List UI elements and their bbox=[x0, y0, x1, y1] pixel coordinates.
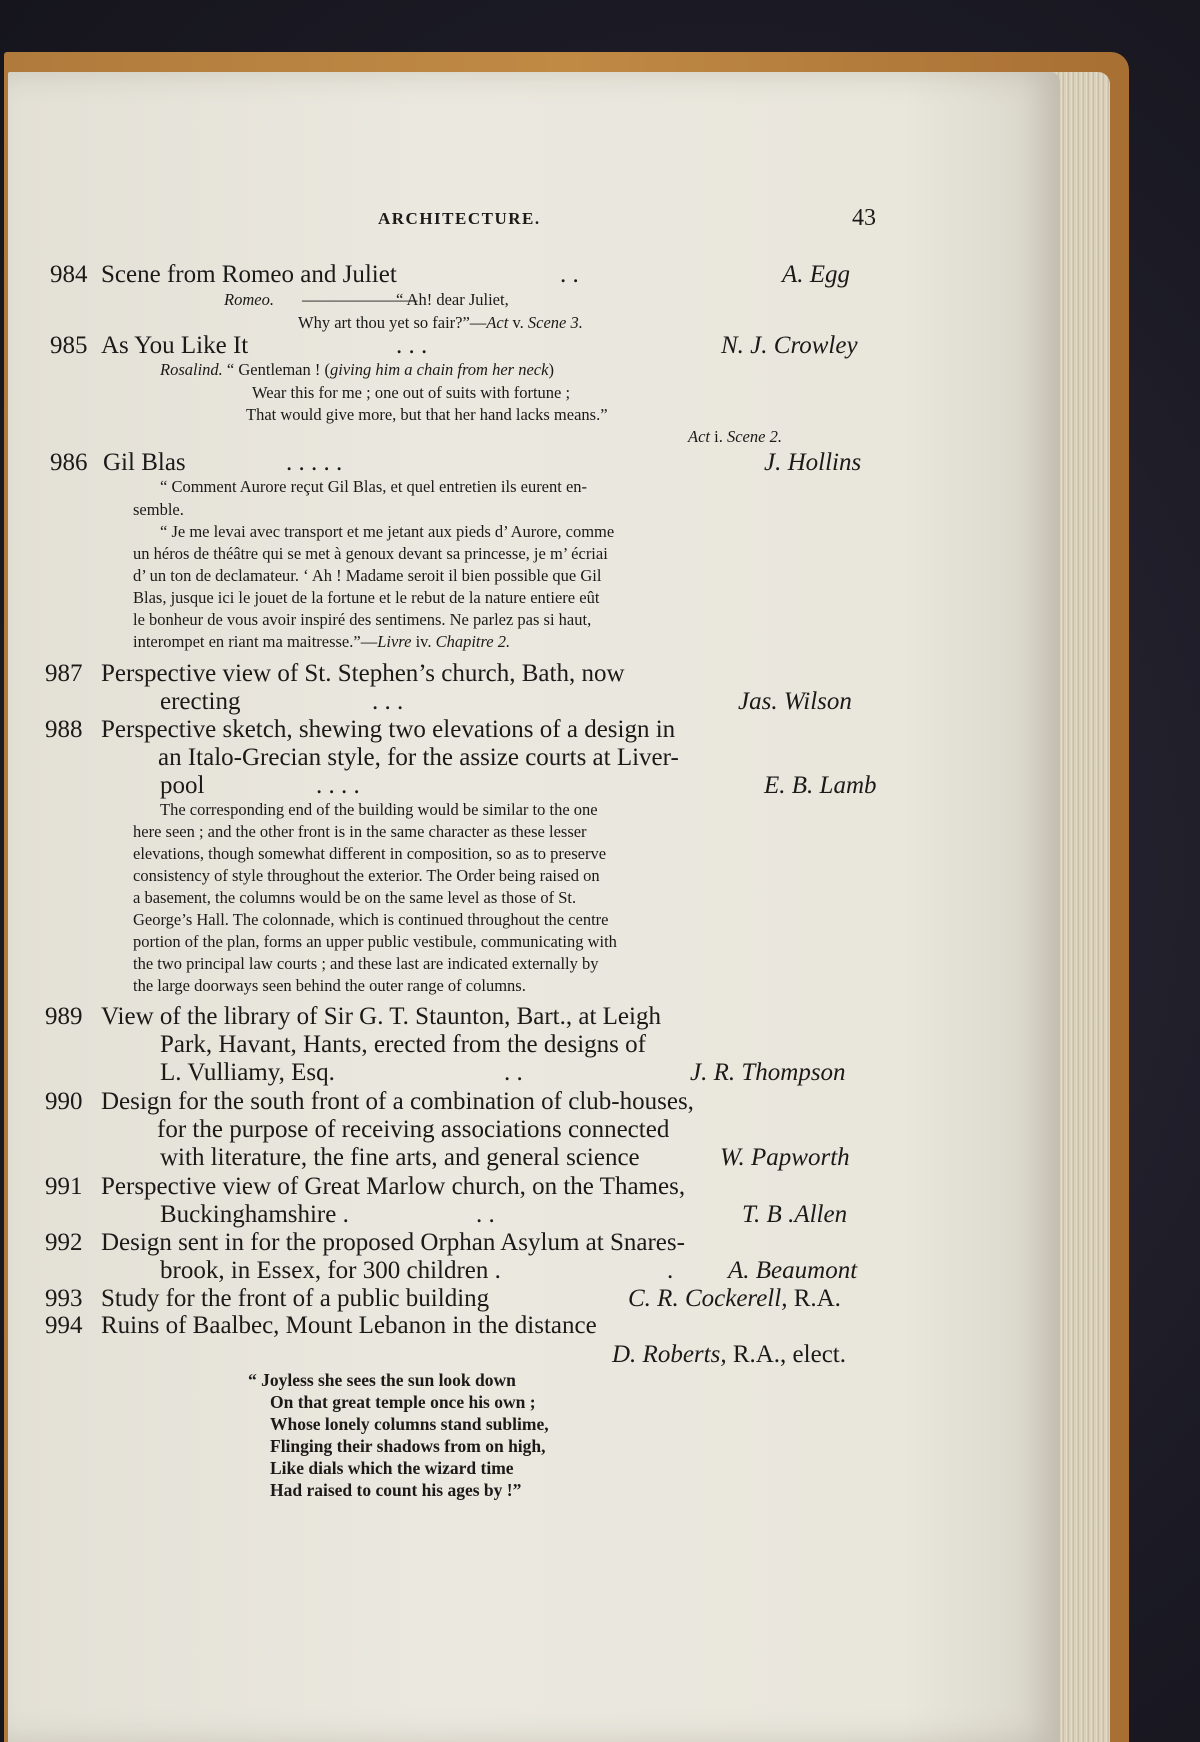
artist-name: D. Roberts, R.A., elect. bbox=[612, 1341, 846, 1368]
artist-name: A. Egg bbox=[782, 261, 851, 288]
entry-title-cont: Park, Havant, Hants, erected from the designs of bbox=[160, 1031, 646, 1058]
note-line: “ Ah! dear Juliet, bbox=[396, 290, 509, 309]
entry-title: Ruins of Baalbec, Mount Lebanon in the distance bbox=[101, 1312, 597, 1339]
note-line: portion of the plan, forms an upper public vestibule, communicating with bbox=[133, 932, 617, 951]
entry-number: 993 bbox=[45, 1285, 83, 1312]
entry-number: 985 bbox=[50, 332, 88, 359]
note-line: here seen ; and the other front is in the same character as these lesser bbox=[133, 822, 587, 841]
poem-line: On that great temple once his own ; bbox=[270, 1392, 536, 1412]
note-line: Why art thou yet so fair?”—Act v. Scene 3. bbox=[298, 313, 583, 332]
entry-title-cont: pool bbox=[160, 772, 205, 799]
entry-title-cont: with literature, the fine arts, and general science bbox=[160, 1144, 640, 1171]
poem-line: “ Joyless she sees the sun look down bbox=[248, 1370, 516, 1390]
entry-number: 989 bbox=[45, 1003, 83, 1030]
entry-title-cont: Buckinghamshire . bbox=[160, 1201, 349, 1228]
leader-dots: . . bbox=[504, 1059, 523, 1086]
note-line: Act i. Scene 2. bbox=[688, 427, 782, 446]
note-line: The corresponding end of the building would be similar to the one bbox=[160, 800, 598, 819]
note-line: le bonheur de vous avoir inspiré des sentimens. Ne parlez pas si haut, bbox=[133, 610, 592, 629]
leader-dots: . . . . bbox=[316, 772, 360, 799]
artist-name: C. R. Cockerell, R.A. bbox=[628, 1285, 841, 1312]
note-line: consistency of style throughout the exterior. The Order being raised on bbox=[133, 866, 600, 885]
note-rule: ――――――― bbox=[302, 290, 418, 309]
entry-title: Scene from Romeo and Juliet bbox=[101, 261, 397, 288]
note-line: elevations, though somewhat different in composition, so as to preserve bbox=[133, 844, 607, 863]
entry-title: Gil Blas bbox=[103, 449, 186, 476]
poem-line: Like dials which the wizard time bbox=[270, 1458, 514, 1478]
artist-name: J. Hollins bbox=[764, 449, 862, 476]
entry-number: 986 bbox=[50, 449, 88, 476]
leader-dots: . . . . . bbox=[286, 449, 343, 476]
entry-title: As You Like It bbox=[101, 332, 249, 359]
note-speaker: Romeo. bbox=[224, 290, 274, 309]
poem-line: Whose lonely columns stand sublime, bbox=[270, 1414, 549, 1434]
note-line: d’ un ton de declamateur. ‘ Ah ! Madame seroit il bien possible que Gil bbox=[133, 566, 602, 585]
note-line: a basement, the columns would be on the same level as those of St. bbox=[133, 888, 577, 907]
artist-name: J. R. Thompson bbox=[690, 1059, 846, 1086]
entry-title: Perspective view of St. Stephen’s church, Bath, now bbox=[101, 660, 625, 687]
note-line: the large doorways seen behind the outer range of columns. bbox=[133, 976, 526, 995]
note-line: semble. bbox=[133, 500, 184, 519]
entry-number: 987 bbox=[45, 660, 83, 687]
entry-title: Perspective sketch, shewing two elevations of a design in bbox=[101, 716, 676, 743]
entry-title-cont: an Italo-Grecian style, for the assize courts at Liver- bbox=[158, 744, 679, 771]
leader-dots: . . bbox=[560, 261, 579, 288]
entry-title: Study for the front of a public building bbox=[101, 1285, 490, 1312]
entry-number: 994 bbox=[45, 1312, 83, 1339]
artist-name: T. B .Allen bbox=[742, 1201, 848, 1228]
note-line: “ Je me levai avec transport et me jetant aux pieds d’ Aurore, comme bbox=[160, 522, 615, 541]
note-line: Blas, jusque ici le jouet de la fortune et le rebut de la nature entiere eût bbox=[133, 588, 600, 607]
note-line: the two principal law courts ; and these last are indicated externally by bbox=[133, 954, 599, 973]
artist-name: Jas. Wilson bbox=[738, 688, 852, 715]
note-line: That would give more, but that her hand lacks means.” bbox=[246, 405, 608, 424]
note-line: Rosalind. “ Gentleman ! (giving him a chain from her neck) bbox=[160, 360, 554, 379]
entry-title: Design sent in for the proposed Orphan Asylum at Snares- bbox=[101, 1229, 685, 1256]
leader-dots: . . . bbox=[396, 332, 428, 359]
entry-title-cont: L. Vulliamy, Esq. bbox=[160, 1059, 335, 1086]
entry-number: 988 bbox=[45, 716, 83, 743]
entry-number: 991 bbox=[45, 1173, 83, 1200]
entry-title: Design for the south front of a combination of club-houses, bbox=[101, 1088, 694, 1115]
artist-name: E. B. Lamb bbox=[764, 772, 877, 799]
entry-number: 984 bbox=[50, 261, 88, 288]
artist-name: N. J. Crowley bbox=[721, 332, 858, 359]
entry-title: View of the library of Sir G. T. Staunton, Bart., at Leigh bbox=[101, 1003, 661, 1030]
leader-dots: . . . bbox=[372, 688, 404, 715]
entry-title-cont: brook, in Essex, for 300 children . bbox=[160, 1257, 501, 1284]
entry-number: 990 bbox=[45, 1088, 83, 1115]
note-line: interompet en riant ma maitresse.”—Livre iv. Chapitre 2. bbox=[133, 632, 511, 651]
poem-line: Had raised to count his ages by !” bbox=[270, 1480, 522, 1500]
note-line: George’s Hall. The colonnade, which is continued throughout the centre bbox=[133, 910, 609, 929]
entry-title-cont: erecting bbox=[160, 688, 241, 715]
leader-dots: . bbox=[667, 1257, 674, 1284]
page-number: 43 bbox=[852, 205, 876, 231]
note-line: “ Comment Aurore reçut Gil Blas, et quel entretien ils eurent en- bbox=[160, 477, 588, 496]
entry-title: Perspective view of Great Marlow church, on the Thames, bbox=[101, 1173, 686, 1200]
artist-name: W. Papworth bbox=[720, 1144, 850, 1171]
artist-name: A. Beaumont bbox=[728, 1257, 858, 1284]
leader-dots: . . bbox=[476, 1201, 495, 1228]
entry-title-cont: for the purpose of receiving associations connected bbox=[157, 1116, 670, 1143]
poem-line: Flinging their shadows from on high, bbox=[270, 1436, 546, 1456]
note-line: un héros de théâtre qui se met à genoux devant sa princesse, je m’ écriai bbox=[133, 544, 608, 563]
note-line: Wear this for me ; one out of suits with fortune ; bbox=[252, 383, 571, 402]
running-header: ARCHITECTURE. bbox=[378, 209, 541, 228]
entry-number: 992 bbox=[45, 1229, 83, 1256]
